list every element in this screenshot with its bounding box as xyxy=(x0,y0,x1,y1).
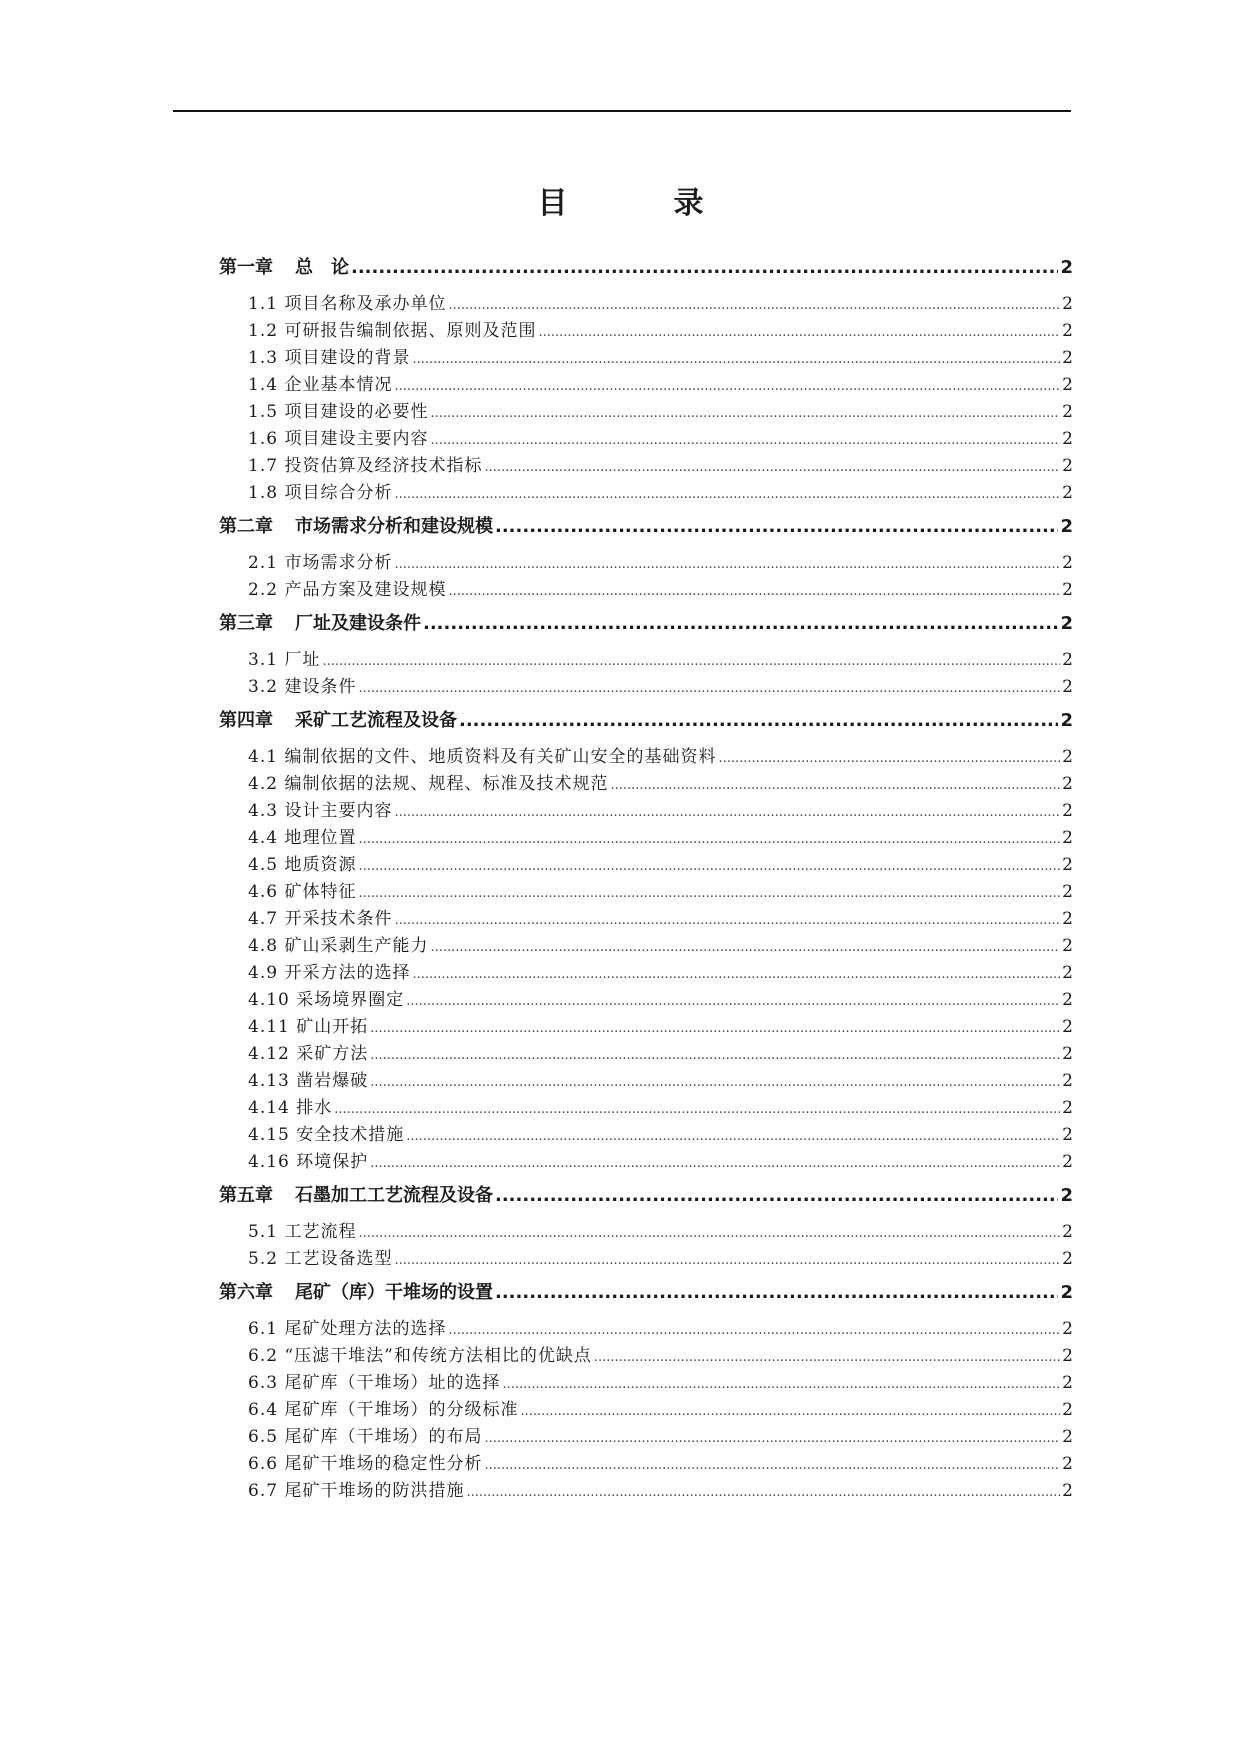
page-number: 2 xyxy=(1062,677,1073,697)
section-label: 6.7 尾矿干堆场的防洪措施 xyxy=(248,1481,465,1501)
toc-section-entry[interactable] xyxy=(219,1397,1073,1424)
page-number: 2 xyxy=(1060,613,1073,634)
toc-section-entry[interactable] xyxy=(219,1014,1073,1041)
section-label: 3.1 厂址 xyxy=(248,650,321,670)
page-number: 2 xyxy=(1062,650,1073,670)
dot-leader xyxy=(448,578,1060,604)
section-label: 4.11 矿山开拓 xyxy=(248,1017,369,1037)
section-label: 5.2 工艺设备选型 xyxy=(248,1249,393,1269)
page-number: 2 xyxy=(1062,321,1073,341)
page-number: 2 xyxy=(1062,1400,1073,1420)
page-number: 2 xyxy=(1060,257,1073,278)
dot-leader xyxy=(370,1042,1060,1068)
page-number: 2 xyxy=(1062,294,1073,314)
section-label: 4.16 环境保护 xyxy=(248,1152,369,1172)
dot-leader xyxy=(358,826,1060,852)
toc-section-entry[interactable] xyxy=(219,318,1073,345)
page-number: 2 xyxy=(1062,1373,1073,1393)
section-label: 6.2 “压滤干堆法”和传统方法相比的优缺点 xyxy=(248,1346,592,1366)
page-number: 2 xyxy=(1062,747,1073,767)
section-label: 6.1 尾矿处理方法的选择 xyxy=(248,1319,447,1339)
dot-leader xyxy=(718,745,1060,771)
toc-section-entry[interactable] xyxy=(219,550,1073,577)
chapter-label xyxy=(219,254,349,282)
section-label: 5.1 工艺流程 xyxy=(248,1222,357,1242)
dot-leader xyxy=(430,934,1060,960)
dot-leader xyxy=(370,1150,1060,1176)
section-label: 4.4 地理位置 xyxy=(248,828,357,848)
toc-section-entry[interactable] xyxy=(219,798,1073,825)
page-title: 目 录 xyxy=(537,186,742,221)
section-label: 4.13 凿岩爆破 xyxy=(248,1071,369,1091)
dot-leader xyxy=(430,427,1060,453)
section-label: 4.5 地质资源 xyxy=(248,855,357,875)
page-number: 2 xyxy=(1062,456,1073,476)
toc-section-entry[interactable] xyxy=(219,1068,1073,1095)
dot-leader xyxy=(495,1182,1058,1210)
toc-section-entry[interactable] xyxy=(219,426,1073,453)
dot-leader xyxy=(520,1398,1060,1424)
dot-leader xyxy=(406,988,1060,1014)
toc-section-entry[interactable] xyxy=(219,1424,1073,1451)
toc-section-entry[interactable] xyxy=(219,1041,1073,1068)
page-number: 2 xyxy=(1062,1222,1073,1242)
page-number: 2 xyxy=(1062,1017,1073,1037)
chapter-label xyxy=(219,1182,493,1210)
chapter-number: 第五章 xyxy=(219,1185,273,1206)
page-number: 2 xyxy=(1062,1427,1073,1447)
page-number: 2 xyxy=(1062,429,1073,449)
chapter-title: 市场需求分析和建设规模 xyxy=(295,516,493,537)
page-number: 2 xyxy=(1062,882,1073,902)
section-label: 4.12 采矿方法 xyxy=(248,1044,369,1064)
page-number: 2 xyxy=(1062,774,1073,794)
toc-chapter-entry[interactable] xyxy=(219,707,1073,735)
dot-leader xyxy=(370,1015,1060,1041)
chapter-number: 第一章 xyxy=(219,257,273,278)
dot-leader xyxy=(406,1123,1060,1149)
toc-section-entry[interactable] xyxy=(219,879,1073,906)
section-label: 4.15 安全技术措施 xyxy=(248,1125,405,1145)
chapter-title: 采矿工艺流程及设备 xyxy=(295,710,457,731)
page-number: 2 xyxy=(1062,1249,1073,1269)
chapter-number: 第二章 xyxy=(219,516,273,537)
section-label: 4.7 开采技术条件 xyxy=(248,909,393,929)
page-number: 2 xyxy=(1060,516,1073,537)
toc-section-entry[interactable] xyxy=(219,291,1073,318)
page-number: 2 xyxy=(1060,1185,1073,1206)
page-number: 2 xyxy=(1062,348,1073,368)
section-label: 3.2 建设条件 xyxy=(248,677,357,697)
section-label: 4.3 设计主要内容 xyxy=(248,801,393,821)
toc-section-entry[interactable] xyxy=(219,345,1073,372)
dot-leader xyxy=(412,961,1060,987)
section-label: 1.1 项目名称及承办单位 xyxy=(248,294,447,314)
chapter-number: 第六章 xyxy=(219,1282,273,1303)
toc-chapter-entry[interactable] xyxy=(219,610,1073,638)
dot-leader xyxy=(448,292,1060,318)
chapter-title: 厂址及建设条件 xyxy=(295,613,421,634)
dot-leader xyxy=(351,254,1058,282)
page-number: 2 xyxy=(1060,710,1073,731)
section-label: 1.4 企业基本情况 xyxy=(248,375,393,395)
toc-section-entry[interactable] xyxy=(219,577,1073,604)
chapter-label xyxy=(219,1279,493,1307)
toc-chapter-entry[interactable] xyxy=(219,254,1073,282)
toc-section-entry[interactable] xyxy=(219,960,1073,987)
dot-leader xyxy=(334,1096,1060,1122)
toc-section-entry[interactable] xyxy=(219,1095,1073,1122)
page-number: 2 xyxy=(1062,1346,1073,1366)
chapter-label xyxy=(219,707,457,735)
toc-section-entry[interactable] xyxy=(219,933,1073,960)
section-label: 2.2 产品方案及建设规模 xyxy=(248,580,447,600)
page-number: 2 xyxy=(1062,855,1073,875)
toc-section-entry[interactable] xyxy=(219,1343,1073,1370)
dot-leader xyxy=(423,610,1058,638)
toc-section-entry[interactable] xyxy=(219,1478,1073,1505)
dot-leader xyxy=(394,551,1060,577)
toc-section-entry[interactable] xyxy=(219,674,1073,701)
table-of-contents xyxy=(219,254,1073,1505)
section-label: 2.1 市场需求分析 xyxy=(248,553,393,573)
dot-leader xyxy=(538,319,1060,345)
chapter-title: 石墨加工工艺流程及设备 xyxy=(295,1185,493,1206)
section-label: 4.9 开采方法的选择 xyxy=(248,963,411,983)
section-label: 4.1 编制依据的文件、地质资料及有关矿山安全的基础资料 xyxy=(248,747,717,767)
toc-section-entry[interactable] xyxy=(219,1246,1073,1273)
dot-leader xyxy=(412,346,1060,372)
dot-leader xyxy=(495,513,1058,541)
section-label: 1.7 投资估算及经济技术指标 xyxy=(248,456,483,476)
dot-leader xyxy=(394,373,1060,399)
dot-leader xyxy=(394,1247,1060,1273)
section-label: 1.5 项目建设的必要性 xyxy=(248,402,429,422)
section-label: 6.4 尾矿库（干堆场）的分级标准 xyxy=(248,1400,519,1420)
page-number: 2 xyxy=(1062,580,1073,600)
chapter-title: 总 论 xyxy=(295,257,349,278)
toc-section-entry[interactable] xyxy=(219,647,1073,674)
section-label: 4.2 编制依据的法规、规程、标准及技术规范 xyxy=(248,774,609,794)
toc-section-entry[interactable] xyxy=(219,852,1073,879)
section-label: 1.2 可研报告编制依据、原则及范围 xyxy=(248,321,537,341)
chapter-label xyxy=(219,513,493,541)
chapter-label xyxy=(219,610,421,638)
page-number: 2 xyxy=(1062,1044,1073,1064)
toc-section-entry[interactable] xyxy=(219,372,1073,399)
page-number: 2 xyxy=(1060,1282,1073,1303)
chapter-number: 第四章 xyxy=(219,710,273,731)
dot-leader xyxy=(484,1425,1060,1451)
dot-leader xyxy=(466,1479,1060,1505)
toc-section-entry[interactable] xyxy=(219,1149,1073,1176)
page-number: 2 xyxy=(1062,375,1073,395)
section-label: 6.6 尾矿干堆场的稳定性分析 xyxy=(248,1454,483,1474)
dot-leader xyxy=(358,675,1060,701)
page-number: 2 xyxy=(1062,990,1073,1010)
section-label: 6.3 尾矿库（干堆场）址的选择 xyxy=(248,1373,501,1393)
page-number: 2 xyxy=(1062,1152,1073,1172)
header-rule xyxy=(173,110,1071,112)
toc-section-entry[interactable] xyxy=(219,906,1073,933)
toc-section-entry[interactable] xyxy=(219,1316,1073,1343)
section-label: 4.6 矿体特征 xyxy=(248,882,357,902)
page-number: 2 xyxy=(1062,801,1073,821)
page-number: 2 xyxy=(1062,963,1073,983)
toc-section-entry[interactable] xyxy=(219,987,1073,1014)
toc-section-entry[interactable] xyxy=(219,1451,1073,1478)
page-number: 2 xyxy=(1062,1098,1073,1118)
dot-leader xyxy=(484,454,1060,480)
toc-section-entry[interactable] xyxy=(219,825,1073,852)
toc-section-entry[interactable] xyxy=(219,399,1073,426)
section-label: 6.5 尾矿库（干堆场）的布局 xyxy=(248,1427,483,1447)
section-label: 4.8 矿山采剥生产能力 xyxy=(248,936,429,956)
toc-section-entry[interactable] xyxy=(219,453,1073,480)
dot-leader xyxy=(394,799,1060,825)
dot-leader xyxy=(358,880,1060,906)
page-number: 2 xyxy=(1062,1481,1073,1501)
section-label: 1.8 项目综合分析 xyxy=(248,483,393,503)
toc-section-entry[interactable] xyxy=(219,1370,1073,1397)
page-number: 2 xyxy=(1062,909,1073,929)
toc-section-entry[interactable] xyxy=(219,771,1073,798)
page-number: 2 xyxy=(1062,1454,1073,1474)
dot-leader xyxy=(358,853,1060,879)
dot-leader xyxy=(394,907,1060,933)
page-number: 2 xyxy=(1062,553,1073,573)
dot-leader xyxy=(370,1069,1060,1095)
chapter-number: 第三章 xyxy=(219,613,273,634)
dot-leader xyxy=(322,648,1060,674)
section-label: 4.10 采场境界圈定 xyxy=(248,990,405,1010)
section-label: 4.14 排水 xyxy=(248,1098,333,1118)
toc-chapter-entry[interactable] xyxy=(219,513,1073,541)
dot-leader xyxy=(502,1371,1060,1397)
chapter-title: 尾矿（库）干堆场的设置 xyxy=(295,1282,493,1303)
dot-leader xyxy=(448,1317,1060,1343)
dot-leader xyxy=(594,1344,1060,1370)
page-number: 2 xyxy=(1062,483,1073,503)
dot-leader xyxy=(358,1220,1060,1246)
dot-leader xyxy=(430,400,1060,426)
dot-leader xyxy=(495,1279,1058,1307)
page-number: 2 xyxy=(1062,1125,1073,1145)
toc-section-entry[interactable] xyxy=(219,744,1073,771)
toc-section-entry[interactable] xyxy=(219,1122,1073,1149)
page-number: 2 xyxy=(1062,936,1073,956)
page-number: 2 xyxy=(1062,1319,1073,1339)
dot-leader xyxy=(394,481,1060,507)
page-number: 2 xyxy=(1062,402,1073,422)
section-label: 1.6 项目建设主要内容 xyxy=(248,429,429,449)
toc-chapter-entry[interactable] xyxy=(219,1182,1073,1210)
page-number: 2 xyxy=(1062,828,1073,848)
section-label: 1.3 项目建设的背景 xyxy=(248,348,411,368)
page-number: 2 xyxy=(1062,1071,1073,1091)
dot-leader xyxy=(610,772,1060,798)
toc-chapter-entry[interactable] xyxy=(219,1279,1073,1307)
toc-section-entry[interactable] xyxy=(219,480,1073,507)
toc-section-entry[interactable] xyxy=(219,1219,1073,1246)
dot-leader xyxy=(484,1452,1060,1478)
dot-leader xyxy=(459,707,1058,735)
